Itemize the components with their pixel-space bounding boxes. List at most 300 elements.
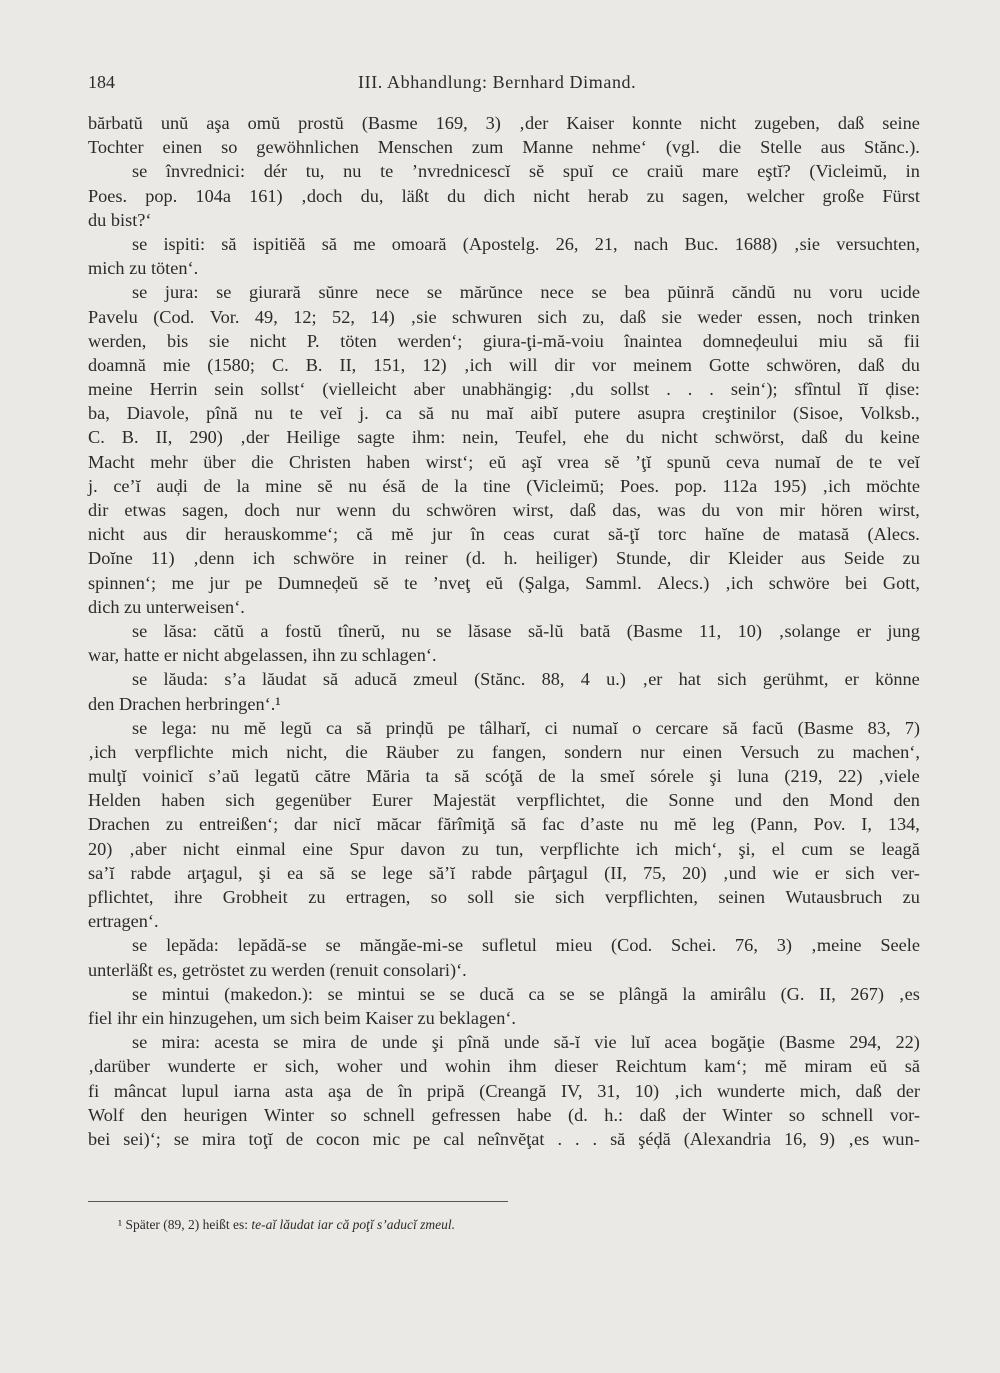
word: arţagul, (187, 862, 243, 883)
word: Manne (522, 137, 574, 158)
word: ca (528, 983, 545, 1004)
word: de (836, 451, 854, 472)
word: mir (779, 500, 805, 520)
word: nu (793, 282, 812, 303)
word: la (682, 983, 696, 1004)
word: Diavole, (126, 403, 190, 424)
word: so (788, 1104, 806, 1125)
word: eine (302, 838, 333, 859)
word: davon (400, 838, 446, 859)
text-line (88, 546, 920, 570)
word: nu (254, 403, 273, 424)
word: 294, (849, 1032, 882, 1053)
word: (vielleicht (322, 379, 397, 400)
word: legatŭ (254, 766, 300, 787)
word: sŭnre (318, 282, 359, 303)
word: h. (503, 548, 518, 569)
word: Kleider (728, 548, 783, 569)
text-line (88, 1030, 920, 1054)
word: şi (709, 766, 722, 787)
word: habe (517, 1104, 552, 1125)
word: şi (258, 862, 271, 883)
word: pînă (458, 1032, 490, 1053)
word: Teufel, (515, 427, 567, 448)
word: Măria (366, 766, 410, 787)
word: nach (633, 233, 669, 254)
word: 7) (904, 717, 920, 738)
word: mâncat (113, 1080, 167, 1101)
word: woher (336, 1056, 383, 1077)
word: werden (271, 959, 330, 980)
word: C. (88, 427, 105, 448)
word: machen‘, (852, 741, 920, 762)
word: 83, (867, 717, 891, 738)
word: dér (263, 161, 288, 182)
word: 3) (485, 113, 501, 133)
word: schwören (426, 500, 497, 520)
word: Alecs.) (657, 572, 710, 593)
word: um (262, 1007, 291, 1028)
word: (Basme (779, 1032, 835, 1053)
word: Stunde, (615, 548, 672, 569)
word: bei (88, 1128, 111, 1149)
word: pop. (145, 185, 178, 206)
word: Heilige (286, 427, 341, 448)
word: Versuch (740, 741, 800, 762)
text-line (88, 1054, 920, 1078)
word: măngăe-mi-se (359, 935, 464, 956)
word: fii (903, 330, 920, 351)
text-line (88, 1079, 920, 1103)
word: unabhängig: (461, 379, 553, 400)
word: der (896, 1080, 920, 1101)
text-line (88, 740, 920, 764)
word: beklagen‘. (439, 1007, 517, 1028)
word: trinken (868, 306, 920, 327)
word: ‚ich (463, 354, 492, 375)
word: unterläßt (88, 959, 158, 980)
word: fărîmiţă (437, 814, 496, 835)
text-line (88, 764, 920, 788)
word: mich, (799, 1080, 841, 1101)
word: (219, (784, 766, 823, 787)
word: 76, (735, 935, 758, 956)
word: B. (305, 354, 323, 375)
word: (Alexandria (683, 1128, 771, 1149)
text-line (88, 159, 920, 183)
word: ‚solange (778, 620, 841, 641)
word: lupul (181, 1080, 219, 1101)
word: o (632, 717, 642, 738)
word: . (666, 379, 671, 400)
word: pînă (206, 403, 238, 424)
text-line (88, 909, 920, 933)
word: ehe (583, 427, 609, 448)
word: numaĭ (774, 451, 821, 472)
text-line (88, 184, 920, 208)
word: Macht (88, 451, 135, 472)
word: Poes. (88, 185, 128, 206)
word: Drachen (118, 693, 186, 714)
page-number: 184 (88, 72, 115, 92)
word: die (718, 137, 742, 158)
word: nicht (183, 838, 220, 859)
word: 169, (435, 113, 468, 133)
word: ḑise: (885, 379, 920, 400)
word: giurară (249, 282, 301, 303)
text-line (88, 958, 920, 982)
word: fangen, (491, 741, 547, 762)
text-line (88, 667, 920, 691)
text-line (88, 571, 920, 595)
word: ihm (508, 1056, 537, 1077)
word: schwuren (452, 306, 523, 327)
word: se (132, 233, 148, 254)
word: se (589, 983, 605, 1004)
word: cercare (655, 717, 709, 738)
text-line (88, 135, 920, 159)
word: reiner (404, 548, 448, 569)
word: ‚du (569, 379, 594, 400)
word: me (171, 572, 194, 593)
word: se (132, 935, 148, 956)
word: bogăţie (711, 1032, 765, 1053)
word: mich‘, (674, 838, 722, 859)
word: Stelle (760, 137, 802, 158)
word: sĕ (604, 451, 620, 472)
word: măcar (376, 814, 422, 835)
word: pe (245, 572, 263, 593)
word: ‚ich (88, 741, 117, 762)
word: consolari)‘. (382, 959, 467, 980)
word: că (356, 524, 373, 545)
word: zum (471, 137, 504, 158)
word: schlagen‘. (361, 645, 437, 666)
word: plângă (619, 983, 668, 1004)
word: asupra (637, 403, 686, 424)
word: prinḑŭ (385, 717, 434, 738)
word: könne (875, 669, 920, 690)
word: ihm: (411, 427, 446, 448)
word: la (571, 766, 585, 787)
word: (Cod. (153, 306, 195, 327)
word: nicht (88, 524, 125, 545)
word: în (398, 1080, 413, 1101)
word: 134, (887, 814, 920, 835)
word: Mond (829, 790, 873, 811)
word: nu (450, 403, 470, 424)
word: wenn (336, 500, 376, 520)
text-line (88, 861, 920, 885)
running-head: III. Abhandlung: Bernhard Dimand. (358, 72, 637, 92)
text-line (88, 1103, 920, 1127)
word: wunderte (716, 1080, 785, 1101)
word: veĭ (897, 451, 920, 472)
word: Seide (843, 548, 885, 569)
word: sagen, (182, 500, 229, 520)
word: se (591, 282, 607, 303)
word: se (436, 620, 452, 641)
word: wirst‘; (425, 451, 474, 472)
word: să’ĭ (428, 862, 456, 883)
word: herauskomme‘; (224, 524, 339, 545)
word: mĕ (243, 717, 267, 738)
word: Schei. (671, 935, 717, 956)
word: ‚viele (878, 766, 920, 787)
word: toţĭ (248, 1128, 273, 1149)
word: bist?‘ (110, 209, 152, 230)
text-line (88, 111, 920, 135)
word: cătŭ (213, 620, 245, 641)
word: zu (124, 596, 146, 617)
word: Wolf (88, 1104, 125, 1125)
word: verpflichten, (605, 887, 698, 907)
word: să (904, 1056, 920, 1077)
word: 11) (150, 548, 175, 569)
word: verpflichtet, (516, 790, 606, 811)
word: nu (639, 814, 659, 835)
word: sich (717, 669, 747, 690)
text-line (88, 885, 920, 909)
word: Majestät (432, 790, 496, 811)
word: înaintea (624, 330, 683, 351)
word: verpflichte (134, 741, 214, 762)
word: wunderte (167, 1056, 236, 1077)
footnote (118, 1217, 455, 1233)
body-text (88, 111, 920, 1151)
word: lăuda: (163, 669, 209, 690)
word: (G. (780, 983, 805, 1004)
word: zu (817, 741, 835, 762)
word: den (88, 693, 119, 714)
word: 16, (783, 1128, 807, 1149)
word: căndŭ (731, 282, 776, 303)
word: Seele (880, 935, 920, 956)
word: den (893, 790, 920, 811)
word: große (822, 185, 865, 206)
word: sfîntul (794, 379, 842, 400)
word: zu (308, 887, 326, 907)
word: bei (845, 572, 868, 593)
word: (makedon.): (224, 983, 314, 1004)
word: nicht (699, 113, 737, 133)
word: se (350, 862, 367, 883)
word: să (319, 862, 335, 883)
word: ‚doch (300, 185, 343, 206)
word: şi, (738, 838, 756, 859)
word: hat (678, 669, 701, 690)
word: rabde (130, 862, 172, 883)
word: von (736, 500, 764, 520)
word: (Stănc. (474, 669, 526, 690)
word: sein‘); (730, 379, 778, 400)
word: acea (664, 1032, 697, 1053)
word: Christen (289, 451, 351, 472)
word: aşa (328, 1080, 352, 1101)
word: zu (417, 1007, 440, 1028)
word: . (575, 1128, 580, 1149)
word: de (762, 524, 780, 545)
word: scóţă (485, 766, 523, 787)
word: voru (829, 282, 863, 303)
word: den (782, 790, 809, 811)
word: sagte (357, 427, 395, 448)
word: ésă (382, 475, 406, 496)
word: mine (265, 475, 302, 496)
word: ‚und (722, 862, 757, 883)
word: schwöre (768, 572, 830, 593)
word: welcher (746, 185, 805, 206)
word: sagen, (682, 185, 729, 206)
word: einmal (236, 838, 286, 859)
text-line (88, 595, 920, 619)
word: nicht (533, 185, 570, 206)
word: ertragen‘. (88, 911, 159, 932)
word: mira (302, 1032, 337, 1053)
word: Drachen (88, 814, 150, 835)
word: seine (882, 113, 920, 133)
word: (Basme (797, 717, 854, 738)
word: smeĭ (600, 766, 635, 787)
word: matasă (798, 524, 850, 545)
word: er (253, 1056, 268, 1077)
word: mira (202, 1128, 236, 1149)
word: mich (231, 741, 269, 762)
word: leagă (881, 838, 920, 859)
word: das, (612, 500, 642, 520)
word: . (687, 379, 693, 400)
word: 11, (699, 620, 722, 641)
word: gewöhnlichen (256, 137, 359, 158)
word: meine (88, 379, 133, 400)
word: (Şalga, (518, 572, 570, 593)
word: meinem (633, 354, 692, 375)
word: tine (483, 475, 511, 496)
word: zu (340, 645, 362, 666)
word: bis (166, 330, 189, 351)
word: Menschen (377, 137, 453, 158)
word: sei)‘; (123, 1128, 161, 1149)
word: einen (682, 741, 723, 762)
word: cum (801, 838, 833, 859)
word: herab (587, 185, 629, 206)
word: mira: (161, 1032, 201, 1053)
word: Volksb., (860, 403, 920, 424)
word: (Vicleimŭ, (809, 161, 888, 182)
word: să-ĭ (553, 1032, 581, 1053)
word: nur (640, 741, 665, 762)
word: daß (569, 500, 597, 520)
word: werden‘; (397, 330, 463, 351)
word: so (221, 137, 238, 158)
word: prostŭ (298, 113, 344, 133)
word: Winter (263, 1104, 314, 1125)
word: aşa (206, 113, 230, 133)
word: mie (162, 354, 191, 375)
word: te (868, 451, 883, 472)
word: învrednici: (165, 161, 246, 182)
word: du (447, 185, 466, 206)
word: ducă (479, 983, 514, 1004)
word: der (682, 1104, 706, 1125)
word: über (203, 451, 236, 472)
word: abgelassen, (223, 645, 313, 666)
word: Vor. (209, 306, 240, 327)
word: 14) (370, 306, 395, 327)
word: se (132, 620, 148, 641)
word: sich, (284, 1056, 320, 1077)
word: miu (818, 330, 848, 351)
word: in (372, 548, 387, 569)
word: mulţĭ (88, 766, 127, 787)
word: Stănc.). (864, 137, 920, 158)
word: te (404, 572, 418, 593)
word: se (216, 282, 232, 303)
word: se (132, 161, 148, 182)
word: sĕ (373, 572, 389, 593)
word: . (592, 1128, 598, 1149)
word: Dumneḑeŭ (277, 572, 358, 593)
word: nicht (182, 645, 224, 666)
text-line (88, 788, 920, 812)
word: er (163, 645, 183, 666)
word: fiel (88, 1007, 117, 1028)
word: (Pann, (750, 814, 798, 835)
word: sollst‘ (260, 379, 306, 400)
word: ca (385, 403, 402, 424)
word: j. (88, 475, 98, 496)
word: daß (801, 427, 828, 448)
word: eŭ (485, 572, 504, 593)
word: beim (324, 1007, 366, 1028)
word: fi (88, 1080, 100, 1101)
word: de (350, 1032, 368, 1053)
word: ich (635, 838, 659, 859)
word: zu (129, 258, 151, 279)
word: 12) (422, 354, 447, 375)
word: se (325, 935, 341, 956)
word: du (625, 427, 645, 448)
word: (Basme (626, 620, 683, 641)
word: (d. (465, 548, 486, 569)
word: Samml. (585, 572, 642, 593)
word: (1580; (207, 354, 255, 375)
word: du (901, 354, 920, 375)
word: spinnen‘; (88, 572, 157, 593)
word: (II, (604, 862, 628, 883)
word: ba, (88, 403, 110, 424)
text-line (88, 1127, 920, 1151)
text-line (88, 1006, 920, 1030)
word: gerühmt, (762, 669, 829, 690)
word: du (392, 500, 411, 520)
word: aus (801, 548, 826, 569)
text-line (88, 353, 920, 377)
word: du, (360, 185, 384, 206)
word: mĕ (764, 1056, 787, 1077)
word: eştĭ? (757, 161, 791, 182)
word: 104a (195, 185, 231, 206)
word: ce (612, 161, 629, 182)
word: 20) (682, 862, 707, 883)
word: war, (88, 645, 124, 666)
word: die (345, 741, 368, 762)
word: maĭ (486, 403, 514, 424)
word: daß (837, 113, 865, 133)
word: töten‘. (150, 258, 199, 279)
word: fostŭ (284, 620, 322, 641)
word: lăsa: (163, 620, 198, 641)
